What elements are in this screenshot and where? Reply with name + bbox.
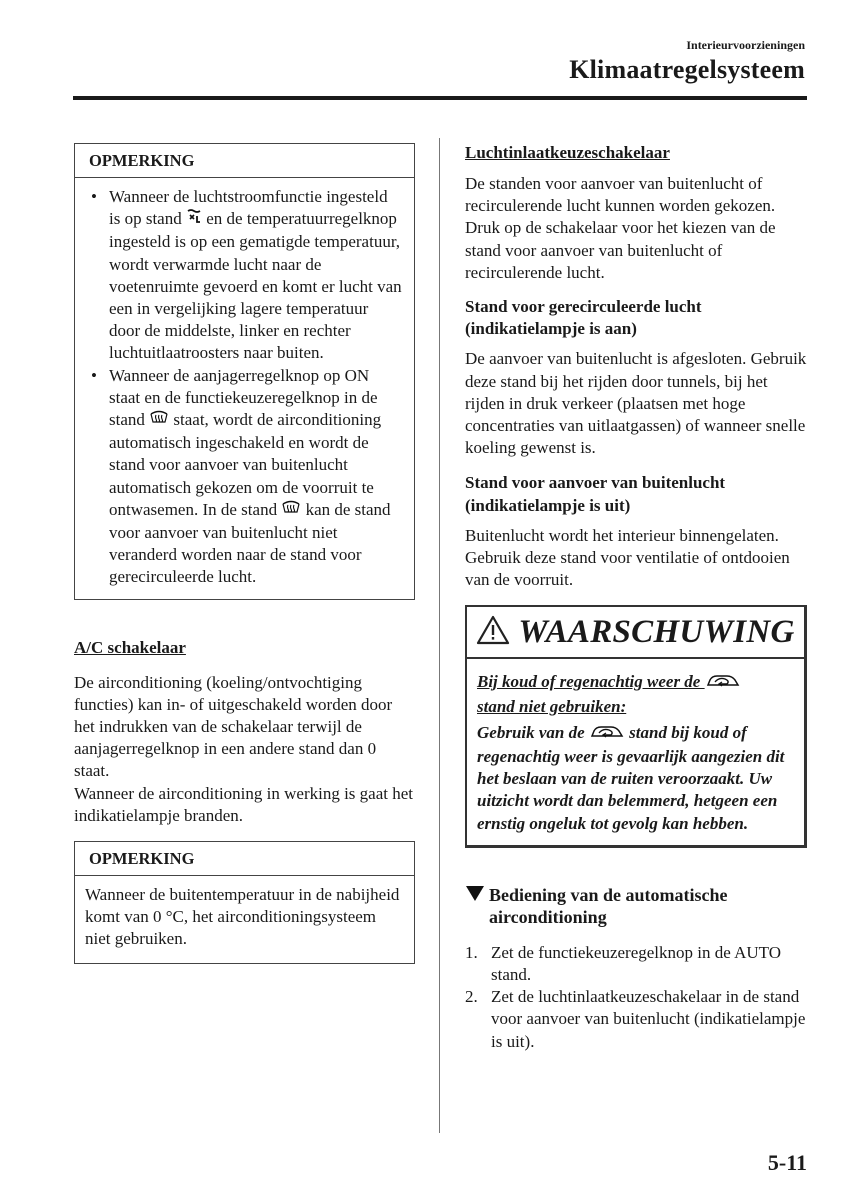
- warning-body-text: stand bij koud of regenachtig weer is gevaarlijk aangezien dit het beslaan van de ruiten veroorzaakt. Uw uitzicht wordt dan belemmerd, hetgeen een ernstig ongeluk tot gevolg kan hebben.: [477, 722, 785, 833]
- bullet-text: kan de stand voor aanvoer van buitenlucht niet veranderd worden naar de stand voor gerecirculeerde lucht.: [109, 499, 391, 587]
- heading-line: airconditioning: [489, 906, 607, 927]
- auto-ac-heading: [465, 884, 807, 928]
- note-heading: OPMERKING: [75, 842, 414, 876]
- feet-defrost-icon: [186, 208, 202, 231]
- bullet-text: en de temperatuurregelknop ingesteld is op een gematigde temperatuur, wordt verwarmde lucht naar de voetenruimte gevoerd en komt er lucht van een in vergelijking lagere temperatuur door de middelste, linker en rechter luchtuitlaatroosters naar buiten.: [109, 209, 402, 363]
- note-box: [74, 143, 415, 600]
- outside-subtitle: Stand voor aanvoer van buitenlucht (indikatielampje is uit): [465, 473, 726, 515]
- step-number: 2.: [465, 987, 478, 1007]
- warning-triangle-icon: [476, 615, 510, 650]
- warning-header: [467, 607, 804, 659]
- header-rule: [73, 96, 807, 100]
- page-number: 5-11: [767, 1150, 807, 1175]
- step-number: 1.: [465, 942, 478, 962]
- warning-title: WAARSCHUWING: [518, 613, 795, 650]
- warning-box: [465, 605, 807, 847]
- bullet-text: Wanneer de aanjagerregelknop op ON staat en de functiekeuzeregelknop in de stand: [109, 365, 378, 430]
- section-title-intake: Luchtinlaatkeuzeschakelaar: [465, 143, 670, 162]
- list-item: [465, 986, 807, 1053]
- bullet-text: staat, wordt de airconditioning automatisch ingeschakeld en wordt de stand voor aanvoer van buitenlucht automatisch gekozen om de voorruit te ontwasemen. In de stand: [109, 410, 382, 519]
- defrost-icon: [149, 409, 169, 432]
- warning-subheading: [477, 671, 794, 717]
- list-item: [465, 942, 807, 986]
- note-bullet-list: [85, 186, 402, 589]
- column-divider: [439, 138, 440, 1133]
- heading-line: Bediening van de automatische: [489, 884, 728, 905]
- note-box: [74, 841, 415, 964]
- step-text: Zet de luchtinlaatkeuzeschakelaar in de stand voor aanvoer van buitenlucht (indikatielampje is uit).: [491, 987, 806, 1051]
- bullet-dot: •: [91, 187, 97, 206]
- warning-sub-text: Bij koud of regenachtig weer de: [477, 672, 705, 692]
- header-section: Interieurvoorzieningen: [686, 38, 805, 52]
- recirc-subtitle: Stand voor gerecirculeerde lucht (indikatielampje is aan): [465, 297, 702, 339]
- steps-list: [465, 942, 807, 1053]
- page-title: Klimaatregelsysteem: [569, 55, 805, 84]
- ac-paragraph: Wanneer de airconditioning in werking is gaat het indikatielampje branden.: [74, 783, 413, 825]
- intake-paragraph: De standen voor aanvoer van buitenlucht of recirculerende lucht kunnen worden gekozen. Druk op de schakelaar voor het kiezen van de stand voor aanvoer van buitenlucht of recirculerende lucht.: [465, 174, 776, 282]
- note-heading: OPMERKING: [75, 144, 414, 178]
- warning-sub-text: stand niet gebruiken:: [477, 696, 627, 716]
- ac-paragraph: De airconditioning (koeling/ontvochtiging functies) kan in- of uitgeschakeld worden door het indrukken van de schakelaar terwijl de aanjagerregelknop in een andere stand dan 0 staat.: [74, 672, 393, 781]
- list-item: [85, 365, 402, 589]
- warning-body: [477, 722, 794, 835]
- bullet-dot: •: [91, 365, 97, 385]
- section-title-ac: A/C schakelaar: [74, 637, 186, 657]
- step-text: Zet de functiekeuzeregelknop in de AUTO stand.: [491, 942, 781, 985]
- triangle-down-icon: [465, 884, 485, 928]
- bullet-text: Wanneer de luchtstroomfunctie ingesteld is op stand: [109, 187, 388, 229]
- warning-body-text: Gebruik van de: [477, 722, 589, 742]
- list-item: [85, 186, 402, 365]
- recirculation-icon: [589, 722, 625, 746]
- outside-paragraph: Buitenlucht wordt het interieur binnengelaten. Gebruik deze stand voor ventilatie of ontdooien van de voorruit.: [465, 525, 790, 590]
- recirc-paragraph: De aanvoer van buitenlucht is afgesloten. Gebruik deze stand bij het rijden door tunnels, bij het rijden in druk verkeer (plaatsen met hoge concentraties van uitlaatgassen) of wanneer snelle koeling gewenst is.: [465, 349, 807, 458]
- note-text: Wanneer de buitentemperatuur in de nabijheid komt van 0 °C, het airconditioningsysteem niet gebruiken.: [85, 885, 400, 949]
- defrost-icon: [281, 499, 301, 522]
- recirculation-icon: [705, 671, 741, 695]
- left-column: [74, 143, 415, 964]
- right-column: [465, 143, 807, 1053]
